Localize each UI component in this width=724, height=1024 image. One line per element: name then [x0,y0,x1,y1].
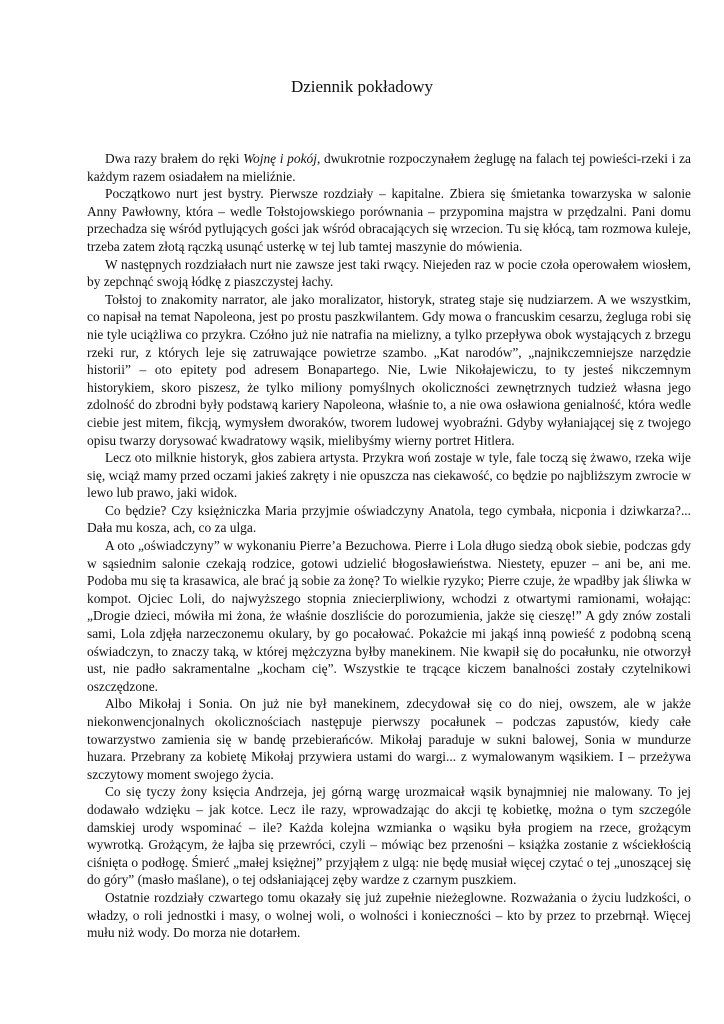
paragraph-1-text-before: Dwa razy brałem do ręki [105,151,244,166]
paragraph-2: Początkowo nurt jest bystry. Pierwsze rozdziały – kapitalne. Zbiera się śmietanka towarzyska w salonie Anny Pawłowny, która – wedle Tołstojowskiego porównania – przypomina majstra w przędzalni. Pani domu przechadza się wśród pytlujących gości jak wśród obracających się wrzecion. Tu się kłócą, tam rozmowa kuleje, trzeba zatem złotą rączką usunąć usterkę w tej lub tamtej maszynie do mówienia. [87,186,691,254]
paragraph-7: A oto „oświadczyny” w wykonaniu Pierre’a Bezuchowa. Pierre i Lola długo siedzą obok siebie, podczas gdy w sąsiednim salonie czekają rodzice, gotowi udzielić błogosławieństwa. Niestety, epuzer – ani be, ani me. Podoba mu się ta krasawica, ale brać ją sobie za żonę? To wielkie ryzyko; Pierre czuje, że wpadłby jak śliwka w kompot. Ojciec Loli, do najwyższego stopnia zniecierpliwiony, wchodzi z otwartymi ramionami, wołając: „Drogie dzieci, mówiła mi żona, że właśnie doszliście do porozumienia, jakże się cieszę!” A gdy znów zostali sami, Lola zdjęła narzeczonemu okulary, by go pocałować. Pokażcie mi jakąś inną powieść z podobną sceną oświadczyn, to znaczy taką, w której mężczyzna byłby manekinem. Nie kwapił się do pocałunku, nie otworzył ust, nie padło sakramentalne „kocham cię”. Wszystkie te trącące kiczem banalności zostały czytelnikowi oszczędzone. [87,538,691,694]
paragraph-1 [87,150,691,185]
paragraph-8: Albo Mikołaj i Sonia. On już nie był manekinem, zdecydował się co do niej, owszem, ale w jakże niekonwencjonalnych okolicznościach następuje pierwszy pocałunek – podczas zapustów, kiedy całe towarzystwo zamienia się w bandę przebierańców. Mikołaj paraduje w sukni balowej, Sonia w mundurze huzara. Przebrany za kobietę Mikołaj przywiera ustami do wargi... z wymalowanym wąsikiem. I – przeżywa szczytowy moment swojego życia. [87,696,691,782]
paragraph-9: Co się tyczy żony księcia Andrzeja, jej górną wargę urozmaicał wąsik bynajmniej nie malowany. To jej dodawało wdzięku – jak kotce. Lecz ile razy, wprowadzając do akcji tę kobietkę, można o tym szczególe damskiej urody wspominać – ile? Każda kolejna wzmianka o wąsiku była progiem na rzece, grożącym wywrotką. Grożącym, że łajba się przewróci, czyli – mówiąc bez przenośni – książka zostanie z wściekłością ciśnięta o podłogę. Śmierć „małej księżnej” przyjąłem z ulgą: nie będę musiał więcej czytać o tej „unoszącej się do góry” (masło maślane), o tej odsłaniającej zęby wardze z czarnym puszkiem. [87,784,691,888]
paragraph-3: W następnych rozdziałach nurt nie zawsze jest taki rwący. Niejeden raz w pocie czoła operowałem wiosłem, by zepchnąć swoją łódkę z piaszczystej łachy. [87,256,691,290]
paragraph-4: Tołstoj to znakomity narrator, ale jako moralizator, historyk, strateg staje się nudziarzem. A we wszystkim, co napisał na temat Napoleona, jest po prostu paszkwilantem. Gdy mowa o francuskim cesarzu, żegluga robi się nie tyle uciążliwa co przykra. Czółno już nie natrafia na mielizny, a tylko przepływa obok wystających z brzegu rzeki rur, z których leje się zatruwające powietrze szambo. „Kat narodów”, „najnikczemniejsze narzędzie historii” – oto epitety pod adresem Bonapartego. Nie, Lwie Nikołajewiczu, to ty jesteś nikczemnym historykiem, skoro piszesz, że tylko miliony pomyślnych okoliczności zewnętrznych tudzież własna jego zdolność do zbrodni były podstawą kariery Napoleona, właśnie to, a nie owa osławiona genialność, która wedle ciebie jest mitem, fikcją, wymysłem dworaków, tworem ludowej wyobraźni. Gdyby wyłaniającej się z twojego opisu twarzy dorysować kwadratowy wąsik, mielibyśmy wierny portret Hitlera. [87,291,691,448]
paragraph-1-text-after: , dwukrotnie rozpoczynałem żeglugę na falach tej powieści-rzeki i za każdym razem osiadałem na mieliźnie. [87,151,691,184]
document-body [87,150,691,942]
paragraph-10: Ostatnie rozdziały czwartego tomu okazały się już zupełnie nieżeglowne. Rozważania o życiu ludzkości, o władzy, o roli jednostki i masy, o wolnej woli, o wolności i konieczności – kto by przez to przebrnął. Więcej mułu niż wody. Do morza nie dotarłem. [87,889,691,941]
book-title-italic: Wojnę i pokój [243,151,317,166]
paragraph-6: Co będzie? Czy księżniczka Maria przyjmie oświadczyny Anatola, tego cymbała, nicponia i dziwkarza?... Dała mu kosza, ach, co za ulga. [87,502,691,536]
paragraph-5: Lecz oto milknie historyk, głos zabiera artysta. Przykra woń zostaje w tyle, fale toczą się żwawo, rzeka wije się, wciąż mamy przed oczami jakieś zakręty i nie opuszcza nas ciekawość, co będzie po najbliższym zwrocie w lewo lub prawo, jaki widok. [87,450,691,501]
document-title: Dziennik pokładowy [290,77,434,96]
